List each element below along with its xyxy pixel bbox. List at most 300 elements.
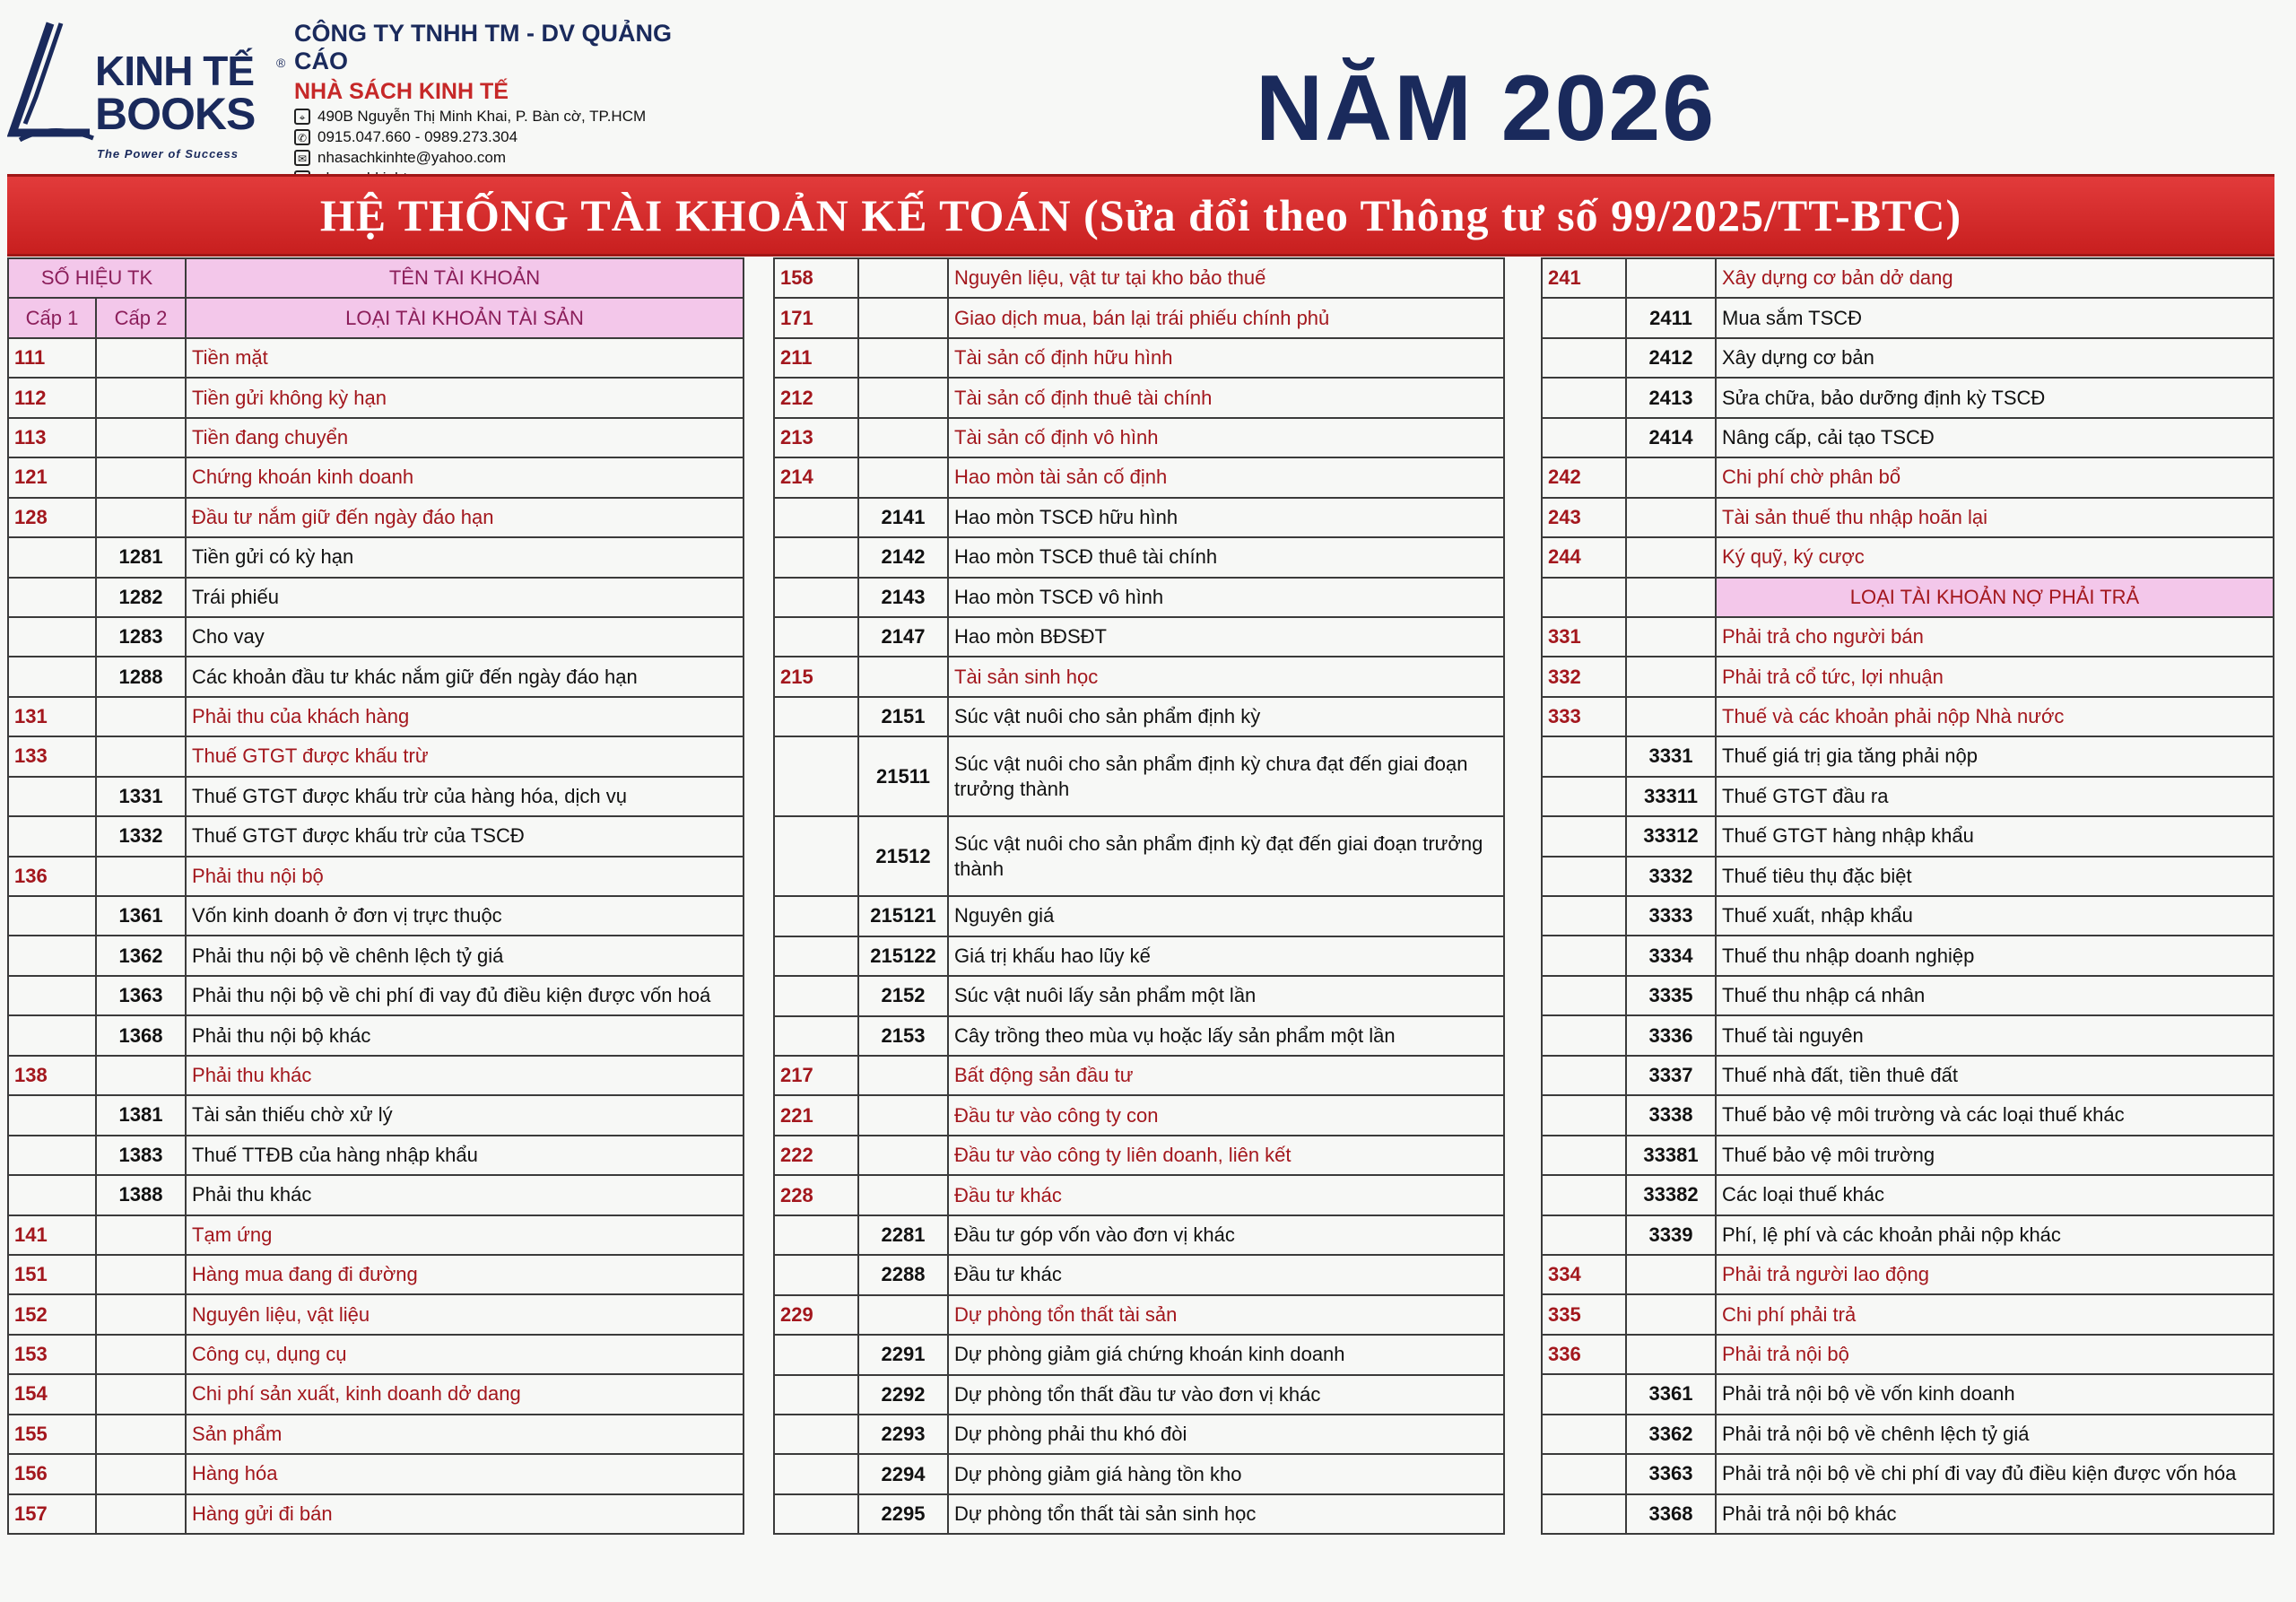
account-level1 (774, 578, 858, 617)
account-name: Thuế GTGT đầu ra (1716, 777, 2274, 816)
account-level1 (8, 936, 96, 975)
account-level2: 2147 (858, 617, 948, 657)
account-level2 (96, 1056, 186, 1095)
table-row (1542, 1095, 2274, 1135)
account-name: Phải trả nội bộ khác (1716, 1494, 2274, 1534)
account-level1 (1542, 1175, 1626, 1215)
account-level2 (1626, 498, 1716, 537)
table-row (8, 1255, 744, 1294)
accounts-table-col2 (773, 257, 1505, 1535)
table-row (1542, 736, 2274, 776)
account-level2: 1331 (96, 777, 186, 816)
table-row (1542, 1136, 2274, 1175)
account-level2: 3337 (1626, 1056, 1716, 1095)
account-name: Súc vật nuôi cho sản phẩm định kỳ (948, 697, 1504, 736)
table-row (8, 1294, 744, 1334)
account-name: Dự phòng tổn thất đầu tư vào đơn vị khác (948, 1375, 1504, 1415)
account-level2 (96, 418, 186, 457)
table-row (774, 976, 1504, 1015)
account-level2 (858, 418, 948, 457)
account-level2: 2291 (858, 1335, 948, 1374)
account-level1 (8, 578, 96, 617)
account-name: Súc vật nuôi cho sản phẩm định kỳ đạt đến giai đoạn trưởng thành (948, 816, 1504, 896)
location-icon: ⌖ (294, 109, 310, 125)
account-name: Nâng cấp, cải tạo TSCĐ (1716, 418, 2274, 457)
account-level1 (8, 537, 96, 577)
table-row (1542, 457, 2274, 497)
table-row (1542, 298, 2274, 337)
account-level2: 1388 (96, 1175, 186, 1215)
table-subheader-row (8, 298, 744, 337)
account-level1 (774, 617, 858, 657)
account-name: Giá trị khấu hao lũy kế (948, 936, 1504, 976)
account-name: Thuế TTĐB của hàng nhập khẩu (186, 1136, 744, 1175)
section-asset: LOẠI TÀI KHOẢN TÀI SẢN (186, 298, 744, 337)
account-level1 (774, 697, 858, 736)
account-level1 (1542, 1494, 1626, 1534)
account-level1: 128 (8, 498, 96, 537)
table-row (774, 1016, 1504, 1056)
account-level2 (1626, 537, 1716, 577)
account-level1 (1542, 1136, 1626, 1175)
account-level2 (858, 298, 948, 337)
account-name: Vốn kinh doanh ở đơn vị trực thuộc (186, 896, 744, 936)
table-row (1542, 578, 2274, 617)
table-row (8, 617, 744, 657)
address-line (294, 108, 725, 126)
table-row (1542, 936, 2274, 975)
account-level1 (774, 498, 858, 537)
account-level2: 3339 (1626, 1215, 1716, 1255)
account-level2: 2143 (858, 578, 948, 617)
account-level2: 1281 (96, 537, 186, 577)
account-level1 (8, 816, 96, 856)
account-name: Sửa chữa, bảo dưỡng định kỳ TSCĐ (1716, 378, 2274, 417)
account-name: Thuế GTGT hàng nhập khẩu (1716, 816, 2274, 856)
account-level1 (8, 777, 96, 816)
account-level1 (1542, 976, 1626, 1015)
account-level1 (1542, 736, 1626, 776)
table-row (1542, 857, 2274, 896)
account-level2 (96, 1374, 186, 1414)
account-level1 (1542, 777, 1626, 816)
account-level1: 217 (774, 1056, 858, 1095)
account-level1: 243 (1542, 498, 1626, 537)
account-level1: 153 (8, 1335, 96, 1374)
account-level1 (1542, 1095, 1626, 1135)
account-name: Tiền gửi không kỳ hạn (186, 378, 744, 417)
table-row (774, 657, 1504, 696)
account-level2: 3335 (1626, 976, 1716, 1015)
account-name: Phải thu khác (186, 1056, 744, 1095)
table-row (1542, 896, 2274, 936)
account-level2 (96, 1255, 186, 1294)
account-level1: 222 (774, 1136, 858, 1175)
account-name: Công cụ, dụng cụ (186, 1335, 744, 1374)
account-name: Xây dựng cơ bản (1716, 338, 2274, 378)
account-level1: 156 (8, 1454, 96, 1493)
account-name: Tài sản thuế thu nhập hoãn lại (1716, 498, 2274, 537)
account-level2: 2295 (858, 1494, 948, 1534)
account-level2: 1383 (96, 1136, 186, 1175)
account-name: Thuế GTGT được khấu trừ của TSCĐ (186, 816, 744, 856)
account-level2: 33382 (1626, 1175, 1716, 1215)
account-level1: 211 (774, 338, 858, 378)
table-row (774, 1335, 1504, 1374)
table-row (1542, 657, 2274, 696)
email-text: nhasachkinhte@yahoo.com (317, 149, 507, 166)
account-name: Hao mòn BĐSĐT (948, 617, 1504, 657)
table-row (8, 1175, 744, 1215)
table-row (774, 617, 1504, 657)
account-level2 (1626, 258, 1716, 298)
account-level2 (858, 1056, 948, 1095)
account-level2 (858, 1295, 948, 1335)
account-level1: 228 (774, 1175, 858, 1215)
account-level2: 2294 (858, 1454, 948, 1493)
account-level1 (774, 537, 858, 577)
account-level2: 2293 (858, 1415, 948, 1454)
table-row (1542, 1215, 2274, 1255)
account-level2: 2153 (858, 1016, 948, 1056)
account-name: Hàng hóa (186, 1454, 744, 1493)
page-header (0, 0, 2296, 170)
account-name: Chi phí chờ phân bổ (1716, 457, 2274, 497)
table-row (1542, 976, 2274, 1015)
account-name: Mua sắm TSCĐ (1716, 298, 2274, 337)
header-so-hieu: SỐ HIỆU TK (8, 258, 186, 298)
table-row (8, 1454, 744, 1493)
account-level1: 213 (774, 418, 858, 457)
account-level2: 3331 (1626, 736, 1716, 776)
table-row (1542, 816, 2274, 856)
account-level2: 1288 (96, 657, 186, 696)
account-name: Chi phí sản xuất, kinh doanh dở dang (186, 1374, 744, 1414)
account-name: Phải thu nội bộ (186, 857, 744, 896)
account-level1: 152 (8, 1294, 96, 1334)
account-level2 (96, 338, 186, 378)
account-name: Chi phí phải trả (1716, 1294, 2274, 1334)
account-name: Các loại thuế khác (1716, 1175, 2274, 1215)
account-name: Nguyên giá (948, 896, 1504, 936)
account-level1 (1542, 1056, 1626, 1095)
account-name: Tạm ứng (186, 1215, 744, 1255)
account-name: Hàng gửi đi bán (186, 1494, 744, 1534)
table-row (1542, 537, 2274, 577)
address-text: 490B Nguyễn Thị Minh Khai, P. Bàn cờ, TP.HCM (317, 108, 647, 125)
table-row (8, 418, 744, 457)
table-row (1542, 418, 2274, 457)
account-name: Phải trả người lao động (1716, 1255, 2274, 1294)
account-level2: 3363 (1626, 1454, 1716, 1493)
account-name: Phải thu khác (186, 1175, 744, 1215)
account-level2 (96, 857, 186, 896)
account-name: Tiền đang chuyển (186, 418, 744, 457)
table-row (1542, 617, 2274, 657)
table-row (8, 457, 744, 497)
account-level2: 1368 (96, 1015, 186, 1055)
table-row (8, 1136, 744, 1175)
account-level1: 334 (1542, 1255, 1626, 1294)
account-level2: 21511 (858, 736, 948, 816)
account-level2 (858, 338, 948, 378)
account-name: Ký quỹ, ký cược (1716, 537, 2274, 577)
account-level2: 215121 (858, 896, 948, 936)
table-row (774, 418, 1504, 457)
account-level2 (96, 697, 186, 736)
brand-line-1: KINH TẾ (95, 48, 254, 94)
account-name: Phải thu nội bộ về chi phí đi vay đủ điều kiện được vốn hoá (186, 976, 744, 1015)
account-level1 (774, 1335, 858, 1374)
account-name: Thuế thu nhập doanh nghiệp (1716, 936, 2274, 975)
account-name: Thuế xuất, nhập khẩu (1716, 896, 2274, 936)
account-level1 (774, 1016, 858, 1056)
account-level2: 3338 (1626, 1095, 1716, 1135)
account-level2: 33311 (1626, 777, 1716, 816)
table-row (774, 1295, 1504, 1335)
account-name: Thuế GTGT được khấu trừ (186, 736, 744, 776)
account-level1: 155 (8, 1415, 96, 1454)
table-row (8, 1415, 744, 1454)
account-level2 (1626, 1294, 1716, 1334)
account-level2 (96, 498, 186, 537)
table-row (8, 736, 744, 776)
table-row (774, 1415, 1504, 1454)
table-row (8, 578, 744, 617)
table-row (8, 1095, 744, 1135)
company-name: CÔNG TY TNHH TM - DV QUẢNG CÁO (294, 20, 672, 74)
account-level2: 2292 (858, 1375, 948, 1415)
table-row (774, 816, 1504, 896)
account-level2 (96, 1454, 186, 1493)
account-level2 (1626, 1255, 1716, 1294)
account-level1: 214 (774, 457, 858, 497)
account-level2 (858, 457, 948, 497)
account-level1 (1542, 1215, 1626, 1255)
table-row (8, 1335, 744, 1374)
account-level1: 221 (774, 1095, 858, 1135)
table-row (8, 498, 744, 537)
table-row (774, 1056, 1504, 1095)
account-level1: 157 (8, 1494, 96, 1534)
account-name: Thuế bảo vệ môi trường và các loại thuế khác (1716, 1095, 2274, 1135)
accounts-table-col1 (7, 257, 744, 1535)
header-cap2: Cấp 2 (96, 298, 186, 337)
table-row (1542, 1415, 2274, 1454)
account-name: Hao mòn tài sản cố định (948, 457, 1504, 497)
store-name: NHÀ SÁCH KINH TẾ (294, 79, 509, 104)
account-level2: 2411 (1626, 298, 1716, 337)
kinhte-books-logo (7, 16, 286, 161)
account-name: Dự phòng phải thu khó đòi (948, 1415, 1504, 1454)
header-ten-tai-khoan: TÊN TÀI KHOẢN (186, 258, 744, 298)
account-level1: 113 (8, 418, 96, 457)
account-name: Phí, lệ phí và các khoản phải nộp khác (1716, 1215, 2274, 1255)
account-name: Trái phiếu (186, 578, 744, 617)
account-level2 (858, 657, 948, 696)
account-name: Đầu tư khác (948, 1175, 1504, 1215)
account-name: Thuế thu nhập cá nhân (1716, 976, 2274, 1015)
account-name: Hao mòn TSCĐ vô hình (948, 578, 1504, 617)
account-level1 (774, 936, 858, 976)
account-level1 (774, 976, 858, 1015)
account-level2: 2152 (858, 976, 948, 1015)
account-name: Phải thu nội bộ về chênh lệch tỷ giá (186, 936, 744, 975)
account-level2: 2414 (1626, 418, 1716, 457)
table-row (774, 1255, 1504, 1294)
account-level2: 21512 (858, 816, 948, 896)
account-name: Tiền gửi có kỳ hạn (186, 537, 744, 577)
table-row (1542, 1015, 2274, 1055)
account-level2 (96, 457, 186, 497)
account-level1 (1542, 338, 1626, 378)
table-row (774, 896, 1504, 936)
account-level2: 2151 (858, 697, 948, 736)
table-row (1542, 777, 2274, 816)
account-level1 (8, 657, 96, 696)
account-name: LOẠI TÀI KHOẢN NỢ PHẢI TRẢ (1716, 578, 2274, 617)
account-level1: 242 (1542, 457, 1626, 497)
account-level1: 171 (774, 298, 858, 337)
account-level1 (8, 1136, 96, 1175)
account-level2 (858, 1136, 948, 1175)
account-name: Xây dựng cơ bản dở dang (1716, 258, 2274, 298)
account-level1 (8, 1095, 96, 1135)
account-name: Phải trả cổ tức, lợi nhuận (1716, 657, 2274, 696)
account-name: Đầu tư vào công ty con (948, 1095, 1504, 1135)
account-level2 (96, 1294, 186, 1334)
account-level2: 2412 (1626, 338, 1716, 378)
account-name: Tài sản thiếu chờ xử lý (186, 1095, 744, 1135)
table-row (8, 777, 744, 816)
account-level2 (96, 1494, 186, 1534)
table-row (8, 976, 744, 1015)
account-level1 (1542, 298, 1626, 337)
phone-text: 0915.047.660 - 0989.273.304 (317, 128, 518, 145)
table-row (1542, 1454, 2274, 1493)
account-level2: 1283 (96, 617, 186, 657)
account-level1 (1542, 816, 1626, 856)
account-level1 (1542, 378, 1626, 417)
table-row (774, 736, 1504, 816)
account-level2: 2281 (858, 1215, 948, 1255)
brand-line-2: BOOKS (95, 89, 256, 139)
account-level1: 336 (1542, 1335, 1626, 1374)
table-row (774, 338, 1504, 378)
table-row (8, 1374, 744, 1414)
table-row (8, 857, 744, 896)
account-level2: 1363 (96, 976, 186, 1015)
table-row (1542, 1175, 2274, 1215)
account-name: Đầu tư khác (948, 1255, 1504, 1294)
account-name: Dự phòng tổn thất tài sản sinh học (948, 1494, 1504, 1534)
account-level2: 1282 (96, 578, 186, 617)
account-level1 (1542, 1374, 1626, 1414)
account-name: Các khoản đầu tư khác nắm giữ đến ngày đáo hạn (186, 657, 744, 696)
account-name: Sản phẩm (186, 1415, 744, 1454)
table-row (8, 1215, 744, 1255)
table-row (774, 1215, 1504, 1255)
account-name: Thuế bảo vệ môi trường (1716, 1136, 2274, 1175)
book-logo-icon (7, 16, 97, 151)
account-level1: 131 (8, 697, 96, 736)
account-name: Thuế tiêu thụ đặc biệt (1716, 857, 2274, 896)
table-row (8, 1015, 744, 1055)
account-level1 (1542, 578, 1626, 617)
account-name: Bất động sản đầu tư (948, 1056, 1504, 1095)
account-level2: 3362 (1626, 1415, 1716, 1454)
account-name: Tài sản cố định hữu hình (948, 338, 1504, 378)
table-row (774, 1136, 1504, 1175)
account-level2: 1361 (96, 896, 186, 936)
table-row (774, 498, 1504, 537)
account-level1: 121 (8, 457, 96, 497)
account-name: Súc vật nuôi cho sản phẩm định kỳ chưa đạt đến giai đoạn trưởng thành (948, 736, 1504, 816)
account-name: Thuế nhà đất, tiền thuê đất (1716, 1056, 2274, 1095)
account-level2 (858, 258, 948, 298)
account-level1: 151 (8, 1255, 96, 1294)
account-name: Súc vật nuôi lấy sản phẩm một lần (948, 976, 1504, 1015)
account-level2: 3333 (1626, 896, 1716, 936)
account-level1: 158 (774, 258, 858, 298)
account-level1: 229 (774, 1295, 858, 1335)
table-row (1542, 1335, 2274, 1374)
account-level2 (858, 1175, 948, 1215)
account-level1 (774, 816, 858, 896)
table-row (774, 298, 1504, 337)
account-name: Phải thu của khách hàng (186, 697, 744, 736)
table-row (1542, 498, 2274, 537)
account-level1: 335 (1542, 1294, 1626, 1334)
account-level2 (1626, 457, 1716, 497)
account-name: Thuế tài nguyên (1716, 1015, 2274, 1055)
account-name: Thuế GTGT được khấu trừ của hàng hóa, dịch vụ (186, 777, 744, 816)
account-name: Phải trả cho người bán (1716, 617, 2274, 657)
account-level1 (774, 896, 858, 936)
table-row (774, 936, 1504, 976)
account-level2: 3336 (1626, 1015, 1716, 1055)
account-level2: 2141 (858, 498, 948, 537)
account-level2: 3334 (1626, 936, 1716, 975)
account-name: Đầu tư vào công ty liên doanh, liên kết (948, 1136, 1504, 1175)
account-name: Nguyên liệu, vật tư tại kho bảo thuế (948, 258, 1504, 298)
account-level1: 111 (8, 338, 96, 378)
account-level2 (1626, 617, 1716, 657)
table-row (8, 936, 744, 975)
account-level2 (96, 1215, 186, 1255)
account-name: Tài sản sinh học (948, 657, 1504, 696)
account-name: Nguyên liệu, vật liệu (186, 1294, 744, 1334)
account-name: Dự phòng giảm giá hàng tồn kho (948, 1454, 1504, 1493)
account-level1 (1542, 418, 1626, 457)
year-title: NĂM 2026 (1256, 57, 1717, 161)
account-level1: 136 (8, 857, 96, 896)
account-level2 (1626, 657, 1716, 696)
table-row (8, 816, 744, 856)
table-row (774, 578, 1504, 617)
account-level1 (8, 1015, 96, 1055)
table-row (774, 1375, 1504, 1415)
account-name: Tài sản cố định thuê tài chính (948, 378, 1504, 417)
table-row (1542, 258, 2274, 298)
account-level1 (1542, 1015, 1626, 1055)
table-row (8, 697, 744, 736)
account-level1 (774, 1255, 858, 1294)
account-name: Dự phòng tổn thất tài sản (948, 1295, 1504, 1335)
account-level2: 1362 (96, 936, 186, 975)
account-level1 (1542, 936, 1626, 975)
account-level2: 2142 (858, 537, 948, 577)
